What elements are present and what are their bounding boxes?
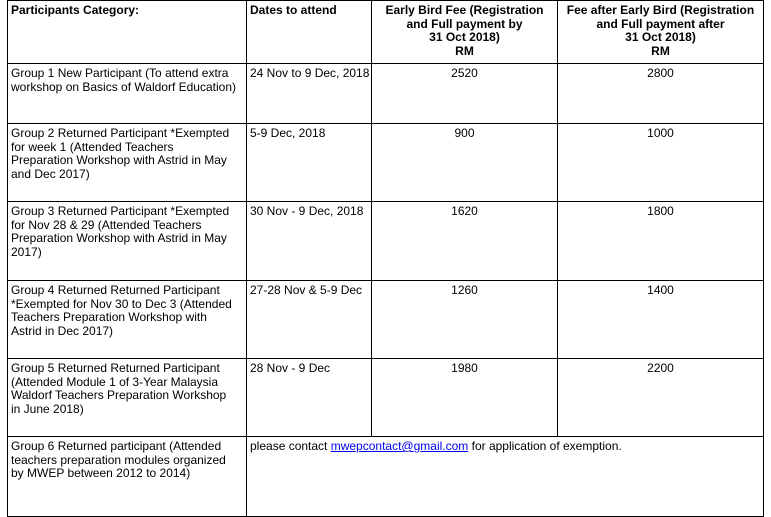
after-fee-cell: 2200 <box>558 359 764 437</box>
table-row-group-2 <box>8 124 764 202</box>
early-fee-cell: 1260 <box>372 281 558 359</box>
header-after-line: and Full payment after <box>596 16 725 31</box>
header-category: Participants Category: <box>8 1 247 64</box>
category-line: Preparation Workshop with Astrid in May <box>11 153 227 167</box>
header-early-line: 31 Oct 2018) <box>429 30 500 44</box>
early-fee-cell: 1620 <box>372 202 558 281</box>
header-early-bird <box>372 1 558 64</box>
early-fee-cell: 900 <box>372 124 558 202</box>
early-fee-cell: 2520 <box>372 64 558 124</box>
category-line: teachers preparation modules organized <box>11 452 226 467</box>
header-after-line: Fee after Early Bird (Registration <box>566 3 755 17</box>
category-line: (Attended Module 1 of 3-Year Malaysia <box>11 374 219 389</box>
category-line: Teachers Preparation Workshop with <box>11 310 207 324</box>
category-line: in June 2018) <box>11 401 84 416</box>
after-fee-cell: 1400 <box>558 281 764 359</box>
category-line: Group 1 New Participant (To attend extra <box>11 66 229 80</box>
header-early-line: Early Bird Fee (Registration <box>385 3 544 17</box>
after-fee-cell: 1000 <box>558 124 764 202</box>
table-row-group-5 <box>8 359 764 437</box>
header-after-line: 31 Oct 2018) <box>625 30 696 44</box>
table-row-group-3 <box>8 202 764 281</box>
category-line: for week 1 (Attended Teachers <box>11 139 174 154</box>
dates-cell: 24 Nov to 9 Dec, 2018 <box>247 64 372 124</box>
exemption-contact-cell <box>247 437 764 517</box>
table-row-group-4 <box>8 281 764 359</box>
after-fee-cell: 2800 <box>558 64 764 124</box>
category-line: Group 4 Returned Returned Participant <box>11 283 220 297</box>
category-cell <box>8 359 247 437</box>
header-after-early-bird <box>558 1 764 64</box>
category-line: Astrid in Dec 2017) <box>11 323 114 338</box>
category-line: for Nov 28 & 29 (Attended Teachers <box>11 217 202 232</box>
category-line: Group 2 Returned Participant *Exempted <box>11 126 230 140</box>
category-cell <box>8 124 247 202</box>
category-line: Group 5 Returned Returned Participant <box>11 361 220 375</box>
category-line: Waldorf Teachers Preparation Workshop <box>11 388 227 402</box>
contact-prefix: please contact <box>250 439 331 453</box>
category-line: Group 6 Returned participant (Attended <box>11 439 222 453</box>
category-line: Group 3 Returned Participant *Exempted <box>11 204 230 218</box>
category-cell <box>8 437 247 517</box>
dates-cell: 28 Nov - 9 Dec <box>247 359 372 437</box>
category-line: by MWEP between 2012 to 2014) <box>11 466 191 480</box>
header-dates: Dates to attend <box>247 1 372 64</box>
category-line: *Exempted for Nov 30 to Dec 3 (Attended <box>11 296 232 311</box>
dates-cell: 27-28 Nov & 5-9 Dec <box>247 281 372 359</box>
fee-table <box>7 0 764 517</box>
dates-cell: 5-9 Dec, 2018 <box>247 124 372 202</box>
category-cell <box>8 64 247 124</box>
header-row <box>8 1 764 64</box>
category-cell <box>8 202 247 281</box>
table-row-group-6 <box>8 437 764 517</box>
category-cell <box>8 281 247 359</box>
category-line: 2017) <box>11 244 42 259</box>
header-early-currency: RM <box>455 43 474 58</box>
category-line: workshop on Basics of Waldorf Education) <box>11 79 236 94</box>
category-line: and Dec 2017) <box>11 166 90 181</box>
dates-cell: 30 Nov - 9 Dec, 2018 <box>247 202 372 281</box>
early-fee-cell: 1980 <box>372 359 558 437</box>
category-line: Preparation Workshop with Astrid in May <box>11 231 227 245</box>
after-fee-cell: 1800 <box>558 202 764 281</box>
table-row-group-1 <box>8 64 764 124</box>
header-after-currency: RM <box>651 43 670 58</box>
contact-email-link[interactable]: mwepcontact@gmail.com <box>330 439 469 453</box>
contact-suffix: for application of exemption. <box>468 439 622 453</box>
header-early-line: and Full payment by <box>406 16 523 31</box>
